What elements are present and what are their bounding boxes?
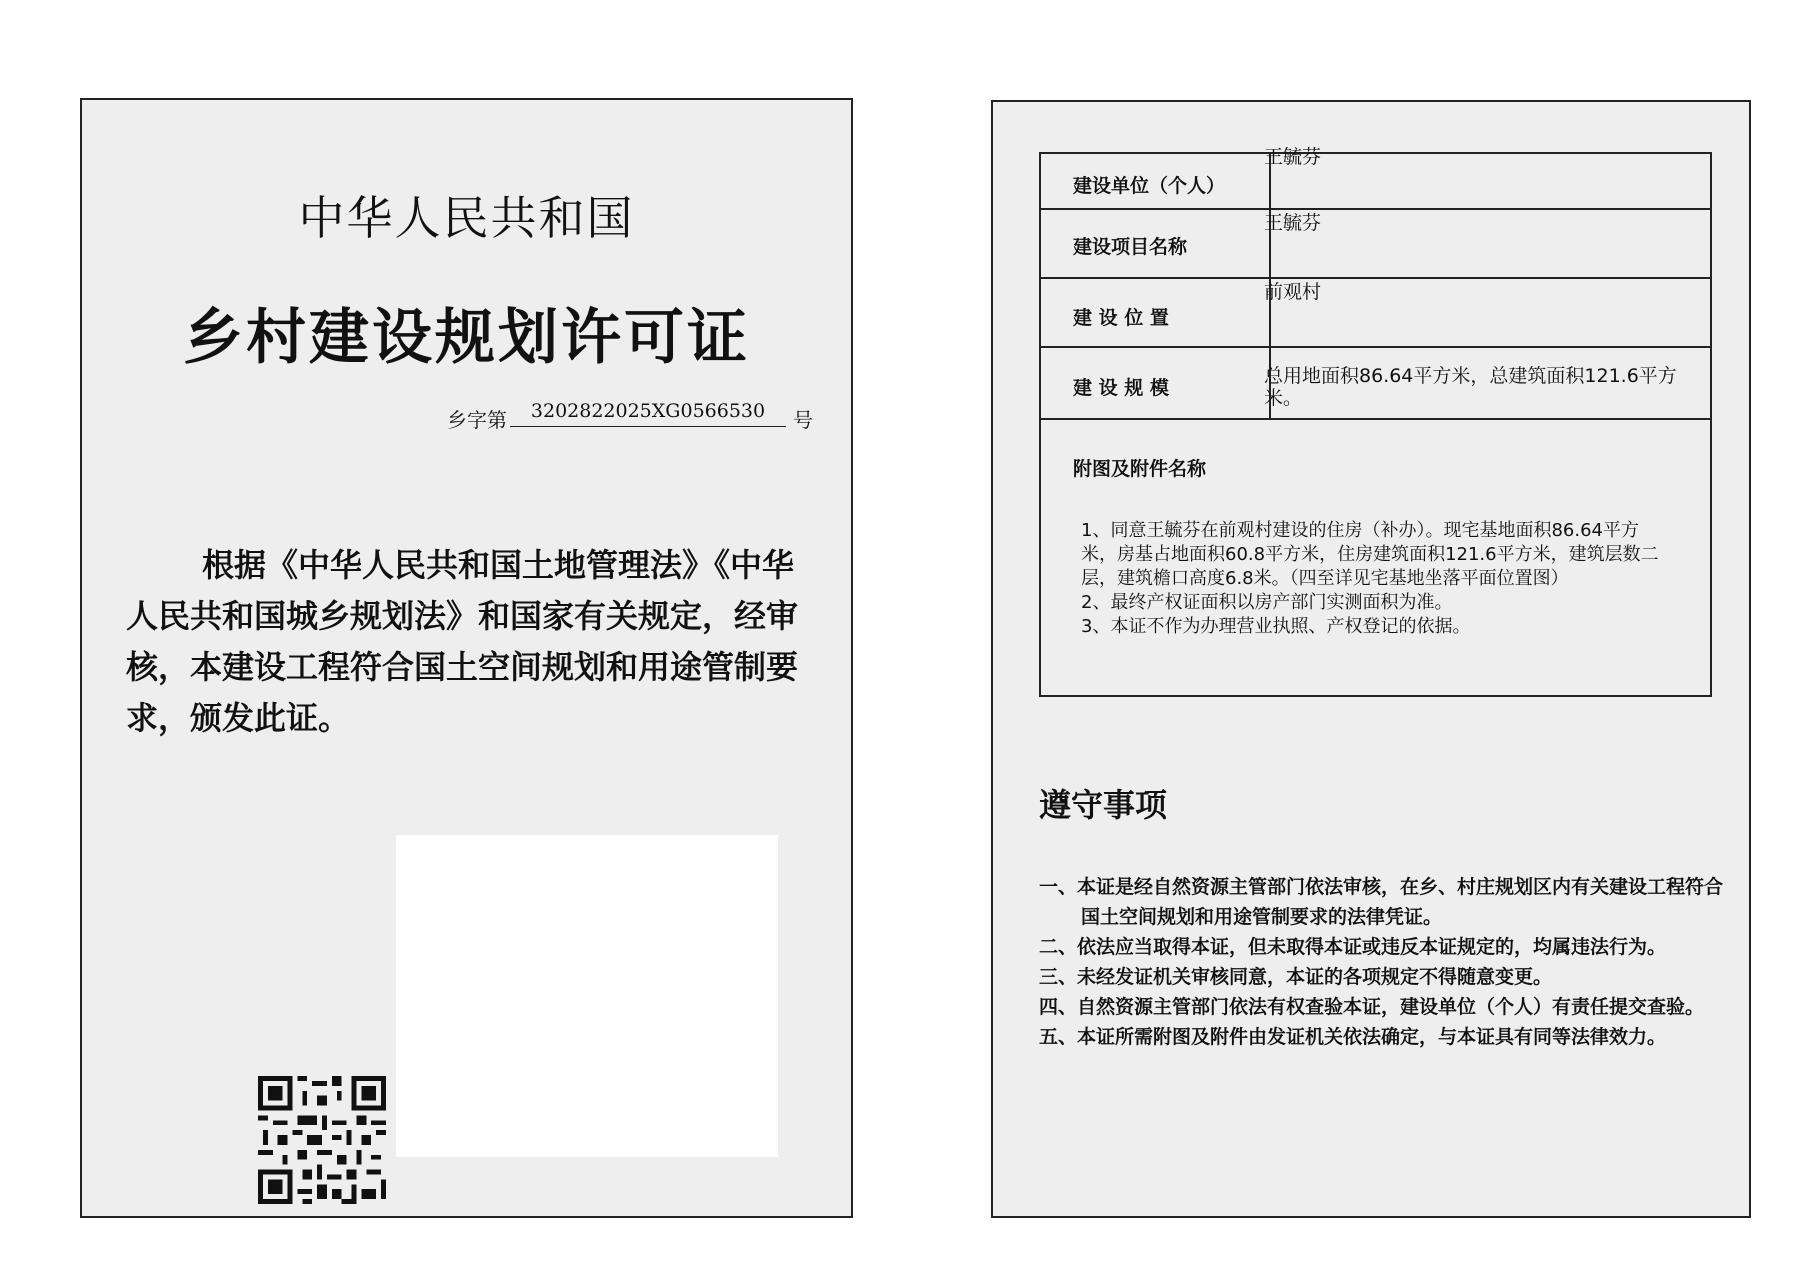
rule-item: 四、自然资源主管部门依法有权查验本证，建设单位（个人）有责任提交查验。 — [1039, 996, 1705, 1018]
row-label: 建 设 规 模 — [1073, 377, 1169, 399]
table-row — [1041, 210, 1710, 279]
list-item: 1、同意王毓芬在前观村建设的住房（补办）。现宅基地面积86.64平方米，房基占地面积60.8平方米，住房建筑面积121.6平方米，建筑层数二层，建筑檐口高度6.8米。（四至详见宅基地坐落平面位置图） — [1081, 520, 1659, 589]
legal-basis-text: 根据《中华人民共和国土地管理法》《中华人民共和国城乡规划法》和国家有关规定，经审核，本建设工程符合国土空间规划和用途管制要求，颁发此证。 — [126, 546, 799, 737]
rule-item: 三、未经发证机关审核同意，本证的各项规定不得随意变更。 — [1039, 966, 1553, 988]
table-row — [1041, 279, 1710, 348]
redacted-area — [396, 835, 778, 1157]
rule-item: 一、本证是经自然资源主管部门依法审核，在乡、村庄规划区内有关建设工程符合国土空间规划和用途管制要求的法律凭证。 — [1039, 876, 1724, 928]
table-row — [1041, 348, 1710, 420]
row-value: 前观村 — [1264, 281, 1322, 303]
table-row — [1041, 146, 1710, 210]
rules-list — [1039, 872, 1729, 1052]
certificate-back-page — [991, 100, 1751, 1218]
row-value: 王毓芬 — [1264, 146, 1322, 168]
list-item: 3、本证不作为办理营业执照、产权登记的依据。 — [1081, 616, 1471, 637]
country-name: 中华人民共和国 — [298, 191, 635, 245]
rules-title: 遵守事项 — [1039, 786, 1168, 824]
attachments-title: 附图及附件名称 — [1073, 458, 1207, 480]
certificate-number-line — [447, 396, 847, 432]
row-label: 建设项目名称 — [1073, 236, 1188, 258]
rule-item: 五、本证所需附图及附件由发证机关依法确定，与本证具有同等法律效力。 — [1039, 1026, 1667, 1048]
row-value: 王毓芬 — [1264, 212, 1322, 234]
project-info-table — [1039, 146, 1712, 697]
certificate-number: 3202822025XG0566530 — [510, 396, 786, 427]
row-label: 建 设 位 置 — [1073, 307, 1169, 329]
number-suffix: 号 — [793, 408, 813, 432]
row-label: 建设单位（个人） — [1073, 175, 1226, 197]
rule-item: 二、依法应当取得本证，但未取得本证或违反本证规定的，均属违法行为。 — [1039, 936, 1667, 958]
number-prefix: 乡字第 — [447, 408, 507, 432]
attachments-list — [1081, 519, 1671, 639]
qr-code-icon — [257, 1076, 387, 1204]
certificate-front-page — [80, 98, 853, 1218]
row-value: 总用地面积86.64平方米，总建筑面积121.6平方米。 — [1264, 365, 1677, 409]
list-item: 2、最终产权证面积以房产部门实测面积为准。 — [1081, 592, 1453, 613]
certificate-title: 乡村建设规划许可证 — [183, 303, 750, 373]
